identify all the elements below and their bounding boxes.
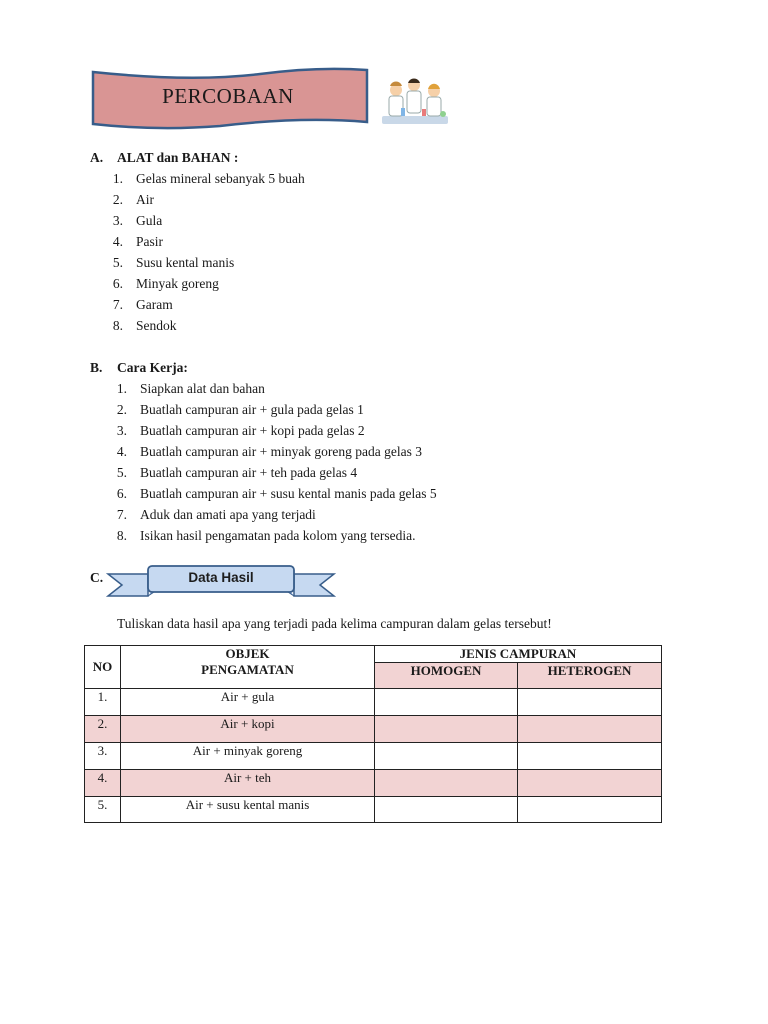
heterogen-cell[interactable] [518,689,662,716]
list-item-number: 1. [116,381,127,396]
list-item-number: 3. [116,423,127,438]
table-row [85,797,662,823]
homogen-cell[interactable] [375,716,518,743]
list-item-number: 2. [112,192,123,207]
list-item-text: Sendok [136,318,177,333]
header-objek-line1: OBJEK [225,646,270,661]
list-item-text: Gula [136,213,163,228]
list-item-text: Aduk dan amati apa yang terjadi [140,507,316,522]
list-item-number: 2. [116,402,127,417]
row-objek: Air + kopi [121,716,375,743]
data-hasil-label: Data Hasil [188,570,254,585]
header-jenis-campuran: JENIS CAMPURAN [375,646,662,663]
row-no: 3. [85,743,121,770]
list-item-text: Minyak goreng [136,276,219,291]
table-row [85,770,662,797]
heterogen-cell[interactable] [518,770,662,797]
header-heterogen: HETEROGEN [518,663,662,689]
list-item-number: 6. [112,276,123,291]
homogen-cell[interactable] [375,689,518,716]
row-objek: Air + susu kental manis [121,797,375,823]
section-a-title: ALAT dan BAHAN : [117,150,239,165]
scientists-lab-icon [380,76,450,128]
heterogen-cell[interactable] [518,743,662,770]
list-item-text: Buatlah campuran air + teh pada gelas 4 [140,465,358,480]
row-no: 2. [85,716,121,743]
table-row [85,689,662,716]
list-item-number: 5. [116,465,127,480]
section-a-letter: A. [90,150,104,165]
section-b-letter: B. [90,360,103,375]
heterogen-cell[interactable] [518,716,662,743]
list-item-number: 1. [112,171,123,186]
list-item-number: 8. [112,318,123,333]
page-title: PERCOBAAN [162,84,294,108]
list-item-text: Buatlah campuran air + gula pada gelas 1 [140,402,364,417]
list-item-text: Susu kental manis [136,255,235,270]
list-item-number: 7. [116,507,127,522]
list-item-number: 3. [112,213,123,228]
list-item-text: Buatlah campuran air + minyak goreng pada gelas 3 [140,444,423,459]
row-objek: Air + minyak goreng [121,743,375,770]
homogen-cell[interactable] [375,743,518,770]
list-item-text: Isikan hasil pengamatan pada kolom yang tersedia. [140,528,416,543]
table-row [85,743,662,770]
list-item-text: Air [136,192,154,207]
header-no: NO [85,646,121,689]
row-objek: Air + teh [121,770,375,797]
row-objek: Air + gula [121,689,375,716]
row-no: 4. [85,770,121,797]
list-item-text: Buatlah campuran air + kopi pada gelas 2 [140,423,365,438]
heterogen-cell[interactable] [518,797,662,823]
section-c-letter: C. [90,570,104,585]
row-no: 5. [85,797,121,823]
instruction-text: Tuliskan data hasil apa yang terjadi pada kelima campuran dalam gelas tersebut! [117,616,552,631]
list-item-text: Buatlah campuran air + susu kental manis pada gelas 5 [140,486,437,501]
header-objek [121,646,375,689]
list-item-number: 6. [116,486,127,501]
list-item-number: 7. [112,297,123,312]
list-item-number: 5. [112,255,123,270]
list-item-text: Gelas mineral sebanyak 5 buah [136,171,305,186]
list-item-text: Pasir [136,234,163,249]
section-b-title: Cara Kerja: [117,360,188,375]
row-no: 1. [85,689,121,716]
list-item-number: 8. [116,528,127,543]
header-homogen: HOMOGEN [375,663,518,689]
homogen-cell[interactable] [375,797,518,823]
homogen-cell[interactable] [375,770,518,797]
list-item-number: 4. [116,444,127,459]
list-item-text: Siapkan alat dan bahan [140,381,265,396]
list-item-text: Garam [136,297,173,312]
header-objek-line2: PENGAMATAN [201,662,294,677]
list-item-number: 4. [112,234,123,249]
table-row [85,716,662,743]
results-table [84,645,662,823]
